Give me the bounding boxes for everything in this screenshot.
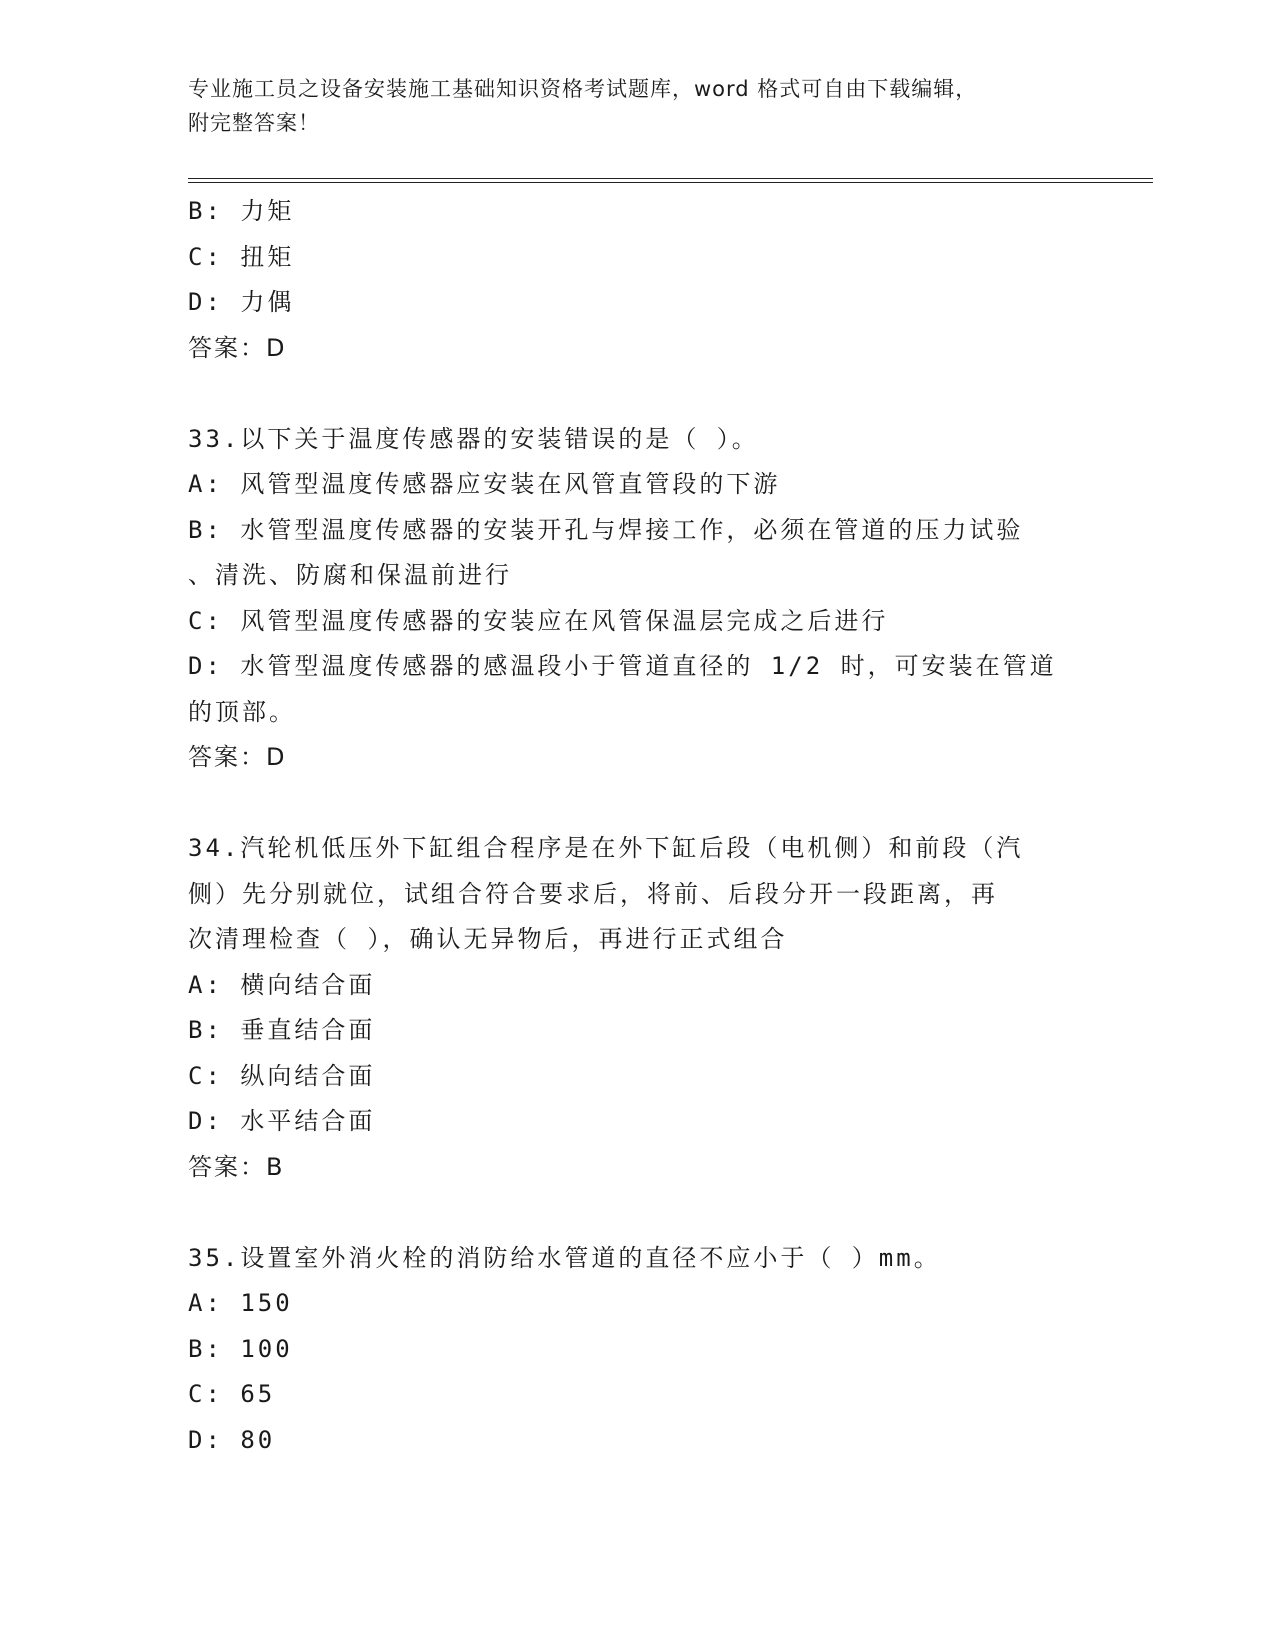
question-stem-continuation: 侧）先分别就位，试组合符合要求后，将前、后段分开一段距离，再 [188,879,998,908]
option-b-continuation: 、清洗、防腐和保温前进行 [188,561,512,589]
option-a: A: 风管型温度传感器应安装在风管直管段的下游 [188,470,781,498]
option-c: C: 纵向结合面 [188,1061,376,1090]
question-list [188,189,1078,1463]
option-d: D: 水管型温度传感器的感温段小于管道直径的 1/2 时，可安装在管道 [188,652,1057,680]
header-double-rule [188,178,1153,183]
question-stem-continuation: 次清理检查（ ），确认无异物后，再进行正式组合 [188,925,788,953]
spacer [188,371,1078,417]
option-d: D: 80 [188,1425,276,1454]
header-line-2: 附完整答案！ [188,111,320,135]
option-c: C: 65 [188,1380,276,1408]
spacer [188,781,1078,827]
question-stem: 35.设置室外消火栓的消防给水管道的直径不应小于（ ）mm。 [188,1243,941,1272]
option-d-continuation: 的顶部。 [188,697,296,726]
option-a: A: 150 [188,1289,293,1317]
option-b: B: 垂直结合面 [188,1016,376,1044]
option-b: B: 力矩 [188,197,295,225]
option-d: D: 水平结合面 [188,1107,376,1135]
question-33 [188,417,1078,781]
question-stem: 33.以下关于温度传感器的安装错误的是（ ）。 [188,424,759,453]
question-32 [188,189,1078,371]
answer: 答案：D [188,743,287,771]
document-header [188,72,1068,140]
option-b: B: 100 [188,1334,293,1363]
option-a: A: 横向结合面 [188,970,376,999]
header-line-1: 专业施工员之设备安装施工基础知识资格考试题库，word 格式可自由下载编辑， [188,77,978,101]
spacer [188,1190,1078,1236]
question-35 [188,1236,1078,1464]
option-b: B: 水管型温度传感器的安装开孔与焊接工作，必须在管道的压力试验 [188,515,1024,544]
question-stem: 34.汽轮机低压外下缸组合程序是在外下缸后段（电机侧）和前段（汽 [188,834,1024,862]
answer: 答案：D [188,333,287,362]
option-c: C: 风管型温度传感器的安装应在风管保温层完成之后进行 [188,606,889,635]
option-c: C: 扭矩 [188,242,295,271]
answer: 答案：B [188,1152,285,1181]
option-d: D: 力偶 [188,288,295,316]
question-34 [188,826,1078,1190]
